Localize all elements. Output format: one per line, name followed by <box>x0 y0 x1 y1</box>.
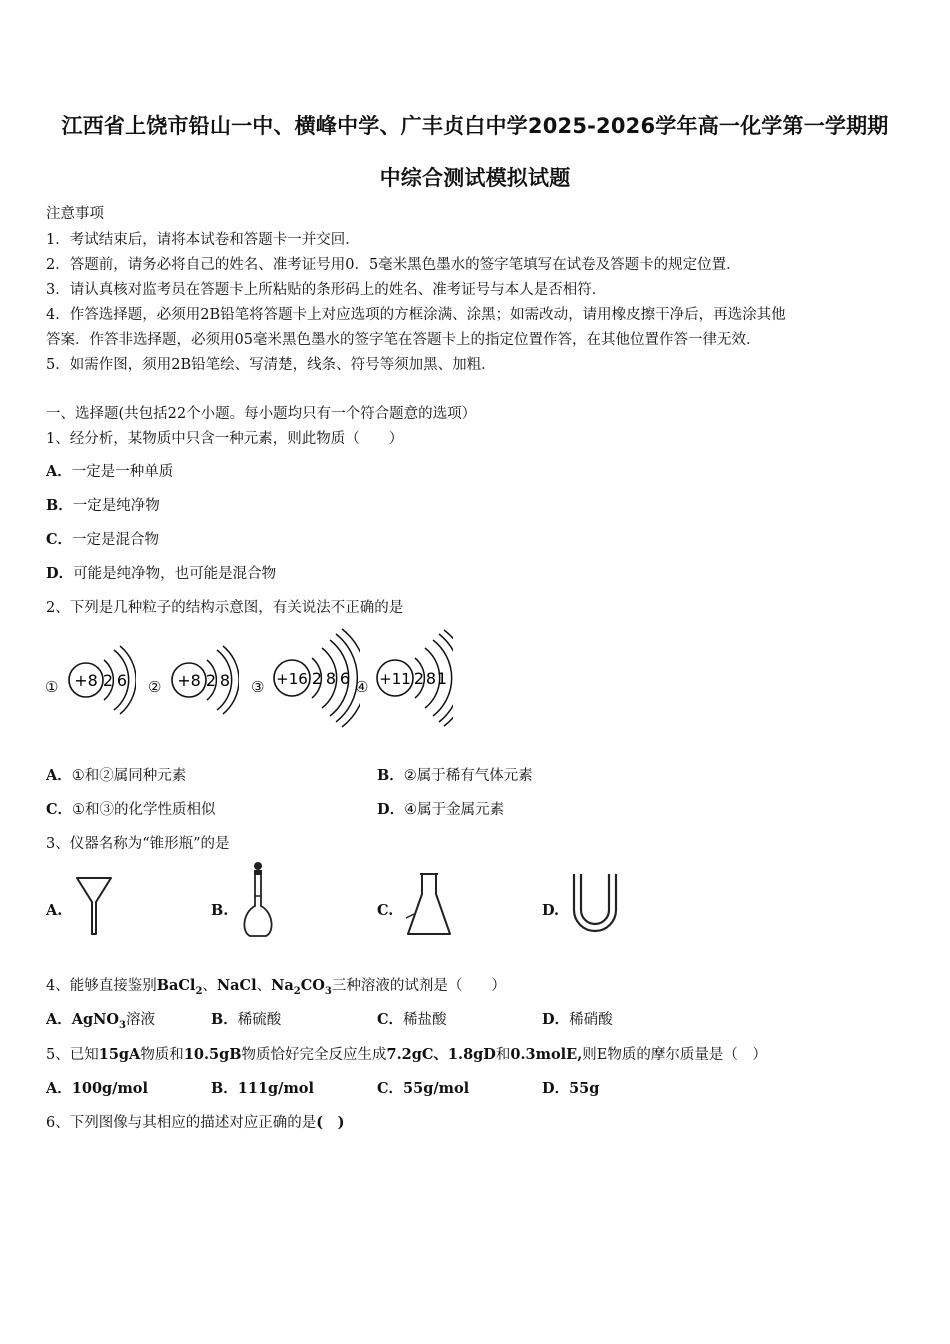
shell-electrons: 2 <box>413 669 425 688</box>
volumetric-flask-icon <box>238 860 278 940</box>
nucleus-label: +8 <box>74 671 98 690</box>
shell-electrons: 1 <box>436 669 448 688</box>
exam-title-line2: 中综合测试模拟试题 <box>379 166 571 190</box>
section-heading: 一、选择题(共包括22个小题。每小题均只有一个符合题意的选项） <box>46 406 477 422</box>
shell-electrons: 2 <box>311 669 323 688</box>
conical-flask-icon <box>402 870 456 940</box>
q1-option-d[interactable]: D．可能是纯净物，也可能是混合物 <box>46 565 277 582</box>
notice-heading: 注意事项 <box>46 206 104 222</box>
notice-item: 答案．作答非选择题，必须用05毫米黑色墨水的签字笔在答题卡上的指定位置作答，在其他位置作答一律无效． <box>46 332 761 348</box>
question-5-stem: 5、已知15gA物质和10.5gB物质恰好完全反应生成7.2gC、1.8gD和0.3molE,则E物质的摩尔质量是（ ） <box>46 1046 767 1063</box>
shell-electrons: 8 <box>425 669 437 688</box>
diagram-index: ① <box>45 678 59 696</box>
atom-diagram-4 <box>373 626 453 732</box>
nucleus-label: +8 <box>177 671 201 690</box>
atom-diagram-3 <box>270 626 360 732</box>
funnel-icon <box>74 874 114 938</box>
q4-option-a[interactable]: A．AgNO$_3$溶液 <box>46 1011 156 1031</box>
q5-option-c[interactable]: C．55g/mol <box>377 1080 470 1097</box>
q4-option-d[interactable]: D．稀硝酸 <box>542 1011 613 1028</box>
diagram-index: ③ <box>251 678 265 696</box>
shell-electrons: 2 <box>102 671 114 690</box>
u-tube-icon <box>566 870 624 936</box>
q3-option-a[interactable]: A. <box>46 902 63 919</box>
notice-item: 1．考试结束后，请将本试卷和答题卡一并交回． <box>46 232 360 248</box>
question-3-stem: 3、仪器名称为“锥形瓶”的是 <box>46 836 230 852</box>
diagram-index: ④ <box>355 678 369 696</box>
question-2-stem: 2、下列是几种粒子的结构示意图，有关说法不正确的是 <box>46 600 404 616</box>
q2-option-c[interactable]: C．①和③的化学性质相似 <box>46 801 216 818</box>
shell-electrons: 6 <box>339 669 351 688</box>
nucleus-label: +16 <box>276 670 308 688</box>
notice-item: 3．请认真核对监考员在答题卡上所粘贴的条形码上的姓名、准考证号与本人是否相符． <box>46 282 607 298</box>
notice-item: 2．答题前，请务必将自己的姓名、准考证号用0．5毫米黑色墨水的签字笔填写在试卷及答题卡的规定位置． <box>46 257 741 273</box>
q2-option-b[interactable]: B．②属于稀有气体元素 <box>377 767 533 784</box>
nucleus-label: +11 <box>379 670 411 688</box>
shell-electrons: 6 <box>116 671 128 690</box>
q3-option-b[interactable]: B. <box>211 902 229 919</box>
q3-option-c[interactable]: C. <box>377 902 394 919</box>
q1-option-c[interactable]: C．一定是混合物 <box>46 531 160 548</box>
atom-diagram-1 <box>64 636 136 726</box>
question-4-stem: 4、能够直接鉴别BaCl$_2$、NaCl、$Na_2CO_3$三种溶液的试剂是（ ） <box>46 977 506 997</box>
shell-electrons: 8 <box>325 669 337 688</box>
notice-item: 4．作答选择题，必须用2B铅笔将答题卡上对应选项的方框涂满、涂黑；如需改动，请用橡皮擦干净后，再选涂其他 <box>46 307 786 323</box>
q5-option-d[interactable]: D．55g <box>542 1080 600 1097</box>
q1-option-b[interactable]: B．一定是纯净物 <box>46 497 160 514</box>
exam-title-line1: 江西省上饶市铅山一中、横峰中学、广丰贞白中学2025-2026学年高一化学第一学期期 <box>61 114 889 138</box>
q3-option-d[interactable]: D. <box>542 902 560 919</box>
shell-electrons: 2 <box>205 671 217 690</box>
shell-electrons: 8 <box>219 671 231 690</box>
q4-option-c[interactable]: C．稀盐酸 <box>377 1011 447 1028</box>
q1-option-a[interactable]: A．一定是一种单质 <box>46 463 174 480</box>
q5-option-a[interactable]: A．100g/mol <box>46 1080 148 1097</box>
notice-item: 5．如需作图，须用2B铅笔绘、写清楚，线条、符号等须加黑、加粗． <box>46 357 496 373</box>
q4-option-b[interactable]: B．稀硫酸 <box>211 1011 282 1028</box>
q2-option-a[interactable]: A．①和②属同种元素 <box>46 767 187 784</box>
atom-diagram-2 <box>167 636 239 726</box>
question-1-stem: 1、经分析，某物质中只含一种元素，则此物质（ ） <box>46 431 404 447</box>
q2-option-d[interactable]: D．④属于金属元素 <box>377 801 505 818</box>
q5-option-b[interactable]: B．111g/mol <box>211 1080 314 1097</box>
question-6-stem: 6、下列图像与其相应的描述对应正确的是( ) <box>46 1114 345 1131</box>
diagram-index: ② <box>148 678 162 696</box>
